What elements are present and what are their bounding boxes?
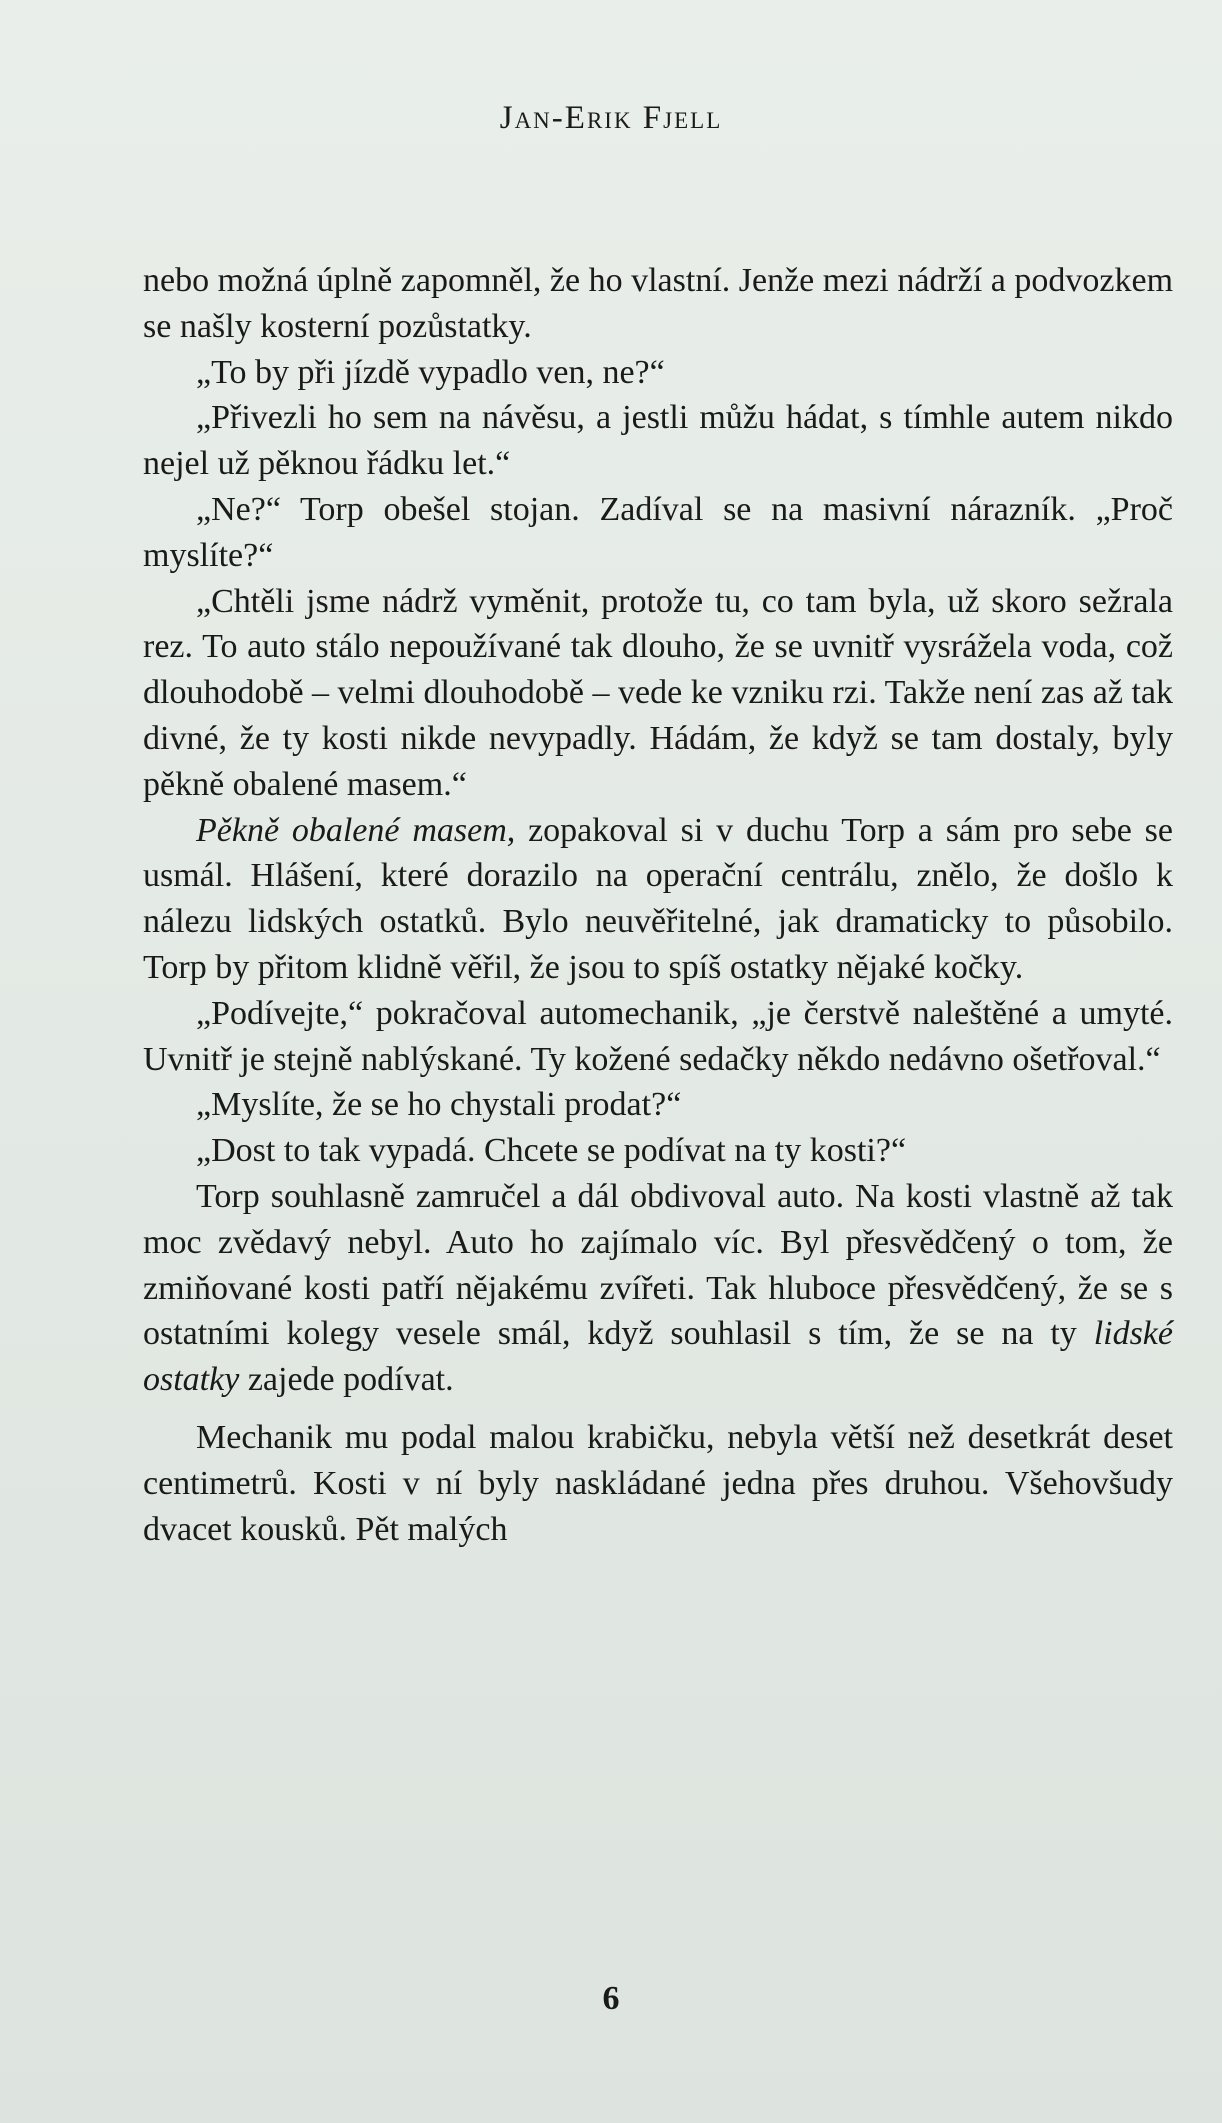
paragraph-text: zajede podívat.: [239, 1361, 454, 1399]
paragraph: [143, 808, 1173, 991]
italic-phrase: Pěkně obalené masem,: [196, 811, 516, 849]
paragraph: „Ne?“ Torp obešel stojan. Zadíval se na masivní nárazník. „Proč myslíte?“: [143, 490, 1173, 574]
paragraph: „Dost to tak vypadá. Chcete se podívat na ty kosti?“: [196, 1132, 907, 1170]
paragraph: Mechanik mu podal malou krabičku, nebyla větší než desetkrát deset centimetrů. Kosti v ní byly naskládané jedna přes druhou. Všehovšudy dvacet kousků. Pět malých: [143, 1418, 1173, 1548]
paragraph: [143, 1174, 1173, 1403]
body-text: [143, 258, 1173, 1552]
paragraph: „Přivezli ho sem na návěsu, a jestli můžu hádat, s tímhle autem nikdo nejel už pěknou řádku let.“: [143, 399, 1173, 483]
italic-phrase: lidské ostatky: [143, 1315, 1173, 1399]
paragraph: „To by při jízdě vypadlo ven, ne?“: [196, 353, 665, 391]
paragraph: „Myslíte, že se ho chystali prodat?“: [196, 1086, 682, 1124]
paragraph: „Podívejte,“ pokračoval automechanik, „je čerstvě naleštěné a umyté. Uvnitř je stejně nablýskané. Ty kožené sedačky někdo nedávno ošetřoval.“: [143, 994, 1173, 1078]
paragraph: „Chtěli jsme nádrž vyměnit, protože tu, co tam byla, už skoro sežrala rez. To auto stálo nepoužívané tak dlouho, že se uvnitř vysrážela voda, což dlouhodobě – velmi dlouhodobě – vede ke vzniku rzi. Takže není zas až tak divné, že ty kosti nikde nevypadly. Hádám, že když se tam dostaly, byly pěkně obalené masem.“: [143, 582, 1173, 803]
running-head: Jan-Erik Fjell: [499, 100, 723, 136]
paragraph: nebo možná úplně zapomněl, že ho vlastní. Jenže mezi nádrží a podvozkem se našly kosterní pozůstatky.: [143, 262, 1174, 345]
paragraph-text: zopakoval si v duchu Torp a sám pro sebe se usmál. Hlášení, které dorazilo na operační centrálu, znělo, že došlo k nálezu lidských ostatků. Bylo neuvěřitelné, jak dramaticky to působilo. Torp by přitom klidně věřil, že jsou to spíš ostatky nějaké kočky.: [143, 811, 1173, 986]
page-number: 6: [602, 1980, 620, 2017]
paragraph-text: Torp souhlasně zamručel a dál obdivoval auto. Na kosti vlastně až tak moc zvědavý nebyl. Auto ho zajímalo víc. Byl přesvědčený o tom, že zmiňované kosti patří nějakému zvířeti. Tak hluboce přesvědčený, že se s ostatními kolegy vesele smál, když souhlasil s tím, že se na ty: [143, 1177, 1173, 1353]
